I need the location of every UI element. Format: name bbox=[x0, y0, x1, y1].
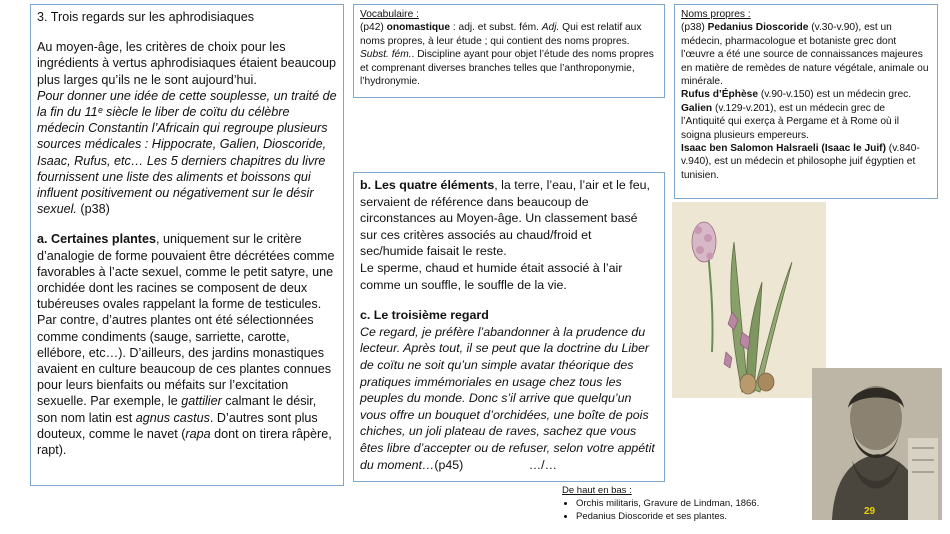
noms-entry-rufus bbox=[681, 88, 931, 101]
section-b-title: b. Les quatre éléments bbox=[360, 178, 495, 192]
vocab-term: onomastique bbox=[386, 22, 451, 34]
quote-ref: (p38) bbox=[80, 202, 110, 217]
portrait-engraving bbox=[812, 368, 942, 520]
rapa-term: rapa bbox=[185, 426, 211, 441]
noms-name: Galien bbox=[681, 102, 713, 114]
continuation-mark: …/… bbox=[528, 457, 557, 472]
elements-box bbox=[353, 172, 665, 482]
noms-name: Isaac ben Salomon Halsraeli (Isaac le Juif) bbox=[681, 143, 886, 155]
proper-names-box bbox=[674, 4, 938, 199]
vocab-ref: (p42) bbox=[360, 22, 387, 34]
vocab-subst: Subst. fém. bbox=[360, 49, 412, 61]
vocab-def-3: . Discipline ayant pour objet l’étude des noms propres et comprenant diverses branches telles que l’anthroponymie, l’hydronymie. bbox=[360, 49, 654, 88]
vocab-adj: Adj. bbox=[541, 22, 560, 34]
noms-text: (v.90-v.150) est un médecin grec. bbox=[757, 89, 912, 101]
intro-paragraph: Au moyen-âge, les critères de choix pour les ingrédients à vertus aphrodisiaques étaient beaucoup plus larges qu’ils ne le sont aujourd’hui. bbox=[37, 40, 336, 87]
page-number: 29 bbox=[864, 506, 876, 517]
dioscoride-portrait bbox=[812, 368, 942, 520]
vocab-title: Vocabulaire : bbox=[360, 9, 419, 20]
gattilier-term: gattilier bbox=[181, 394, 222, 409]
section-heading: 3. Trois regards sur les aphrodisiaques bbox=[37, 10, 255, 24]
noms-name: Rufus d’Éphèse bbox=[681, 89, 758, 101]
noms-text: (v.129-v.201), est un médecin grec de l’Antiquité qui exerça à Pergame et à Rome où il soigna plusieurs empereurs. bbox=[681, 102, 900, 141]
section-c-title: c. Le troisième regard bbox=[360, 308, 489, 323]
section-a-paragraph bbox=[37, 231, 337, 458]
vocab-definition bbox=[360, 21, 658, 88]
section-c-quote: Ce regard, je préfère l’abandonner à la prudence du lecteur. Après tout, il se peut que la doctrine du Liber de coïtu ne soit qu’un simple avatar théorique des pratiques immémoriales en usage chez tous les peuples du monde. Donc s’il arrive que quelqu’un vous offre un bouquet d’orchidées, une boîte de pois chiches, un joli plateau de raves, sachez que vous êtes libre d’accepter ou de refuser, selon votre appétit du moment… bbox=[360, 324, 655, 472]
credits-title: De haut en bas : bbox=[562, 485, 632, 496]
orchid-illustration bbox=[672, 202, 826, 398]
section-a-title: a. Certaines plantes bbox=[37, 232, 156, 247]
credit-item: • Orchis militaris, Gravure de Lindman, 1866. bbox=[576, 497, 759, 510]
section-3-box bbox=[30, 4, 344, 486]
section-c-ref: (p45) bbox=[434, 457, 464, 472]
agnus-term: agnus castus bbox=[135, 410, 210, 425]
section-b-text: , la terre, l’eau, l’air et le feu, servaient de référence dans beaucoup de circonstances au Moyen-âge. Un classement basé sur ces critères associés au chaud/froid et sec/humide faisait le reste. bbox=[360, 178, 650, 259]
noms-ref: (p38) bbox=[681, 22, 708, 34]
noms-text: (v.30-v.90), est un médecin, pharmacologue et botaniste grec dont l’œuvre a été une source de connaissances majeures en matière de remèdes de nature végétale, animale ou minérale. bbox=[681, 22, 929, 88]
noms-entry-isaac bbox=[681, 142, 931, 182]
credit-item: • Pedanius Dioscoride et ses plantes. bbox=[576, 510, 759, 523]
credits-list bbox=[562, 497, 759, 523]
noms-entry-dioscoride bbox=[681, 21, 931, 88]
vocab-def-1: : adj. et subst. fém. bbox=[450, 22, 542, 34]
noms-name: Pedanius Dioscoride bbox=[707, 22, 809, 34]
section-c-paragraph bbox=[360, 324, 658, 473]
image-credits bbox=[562, 484, 759, 523]
quote-text: Pour donner une idée de cette souplesse, un traité de la fin du 11ᵉ siècle le liber de coïtu du célèbre médecin Constantin l’Africain qui regroupe plusieurs sources médicales : Hippocrate, Galien, Dioscoride, Isaac, Rufus, etc… Les 5 derniers chapitres du livre fournissent une liste des aliments et boissons qui influent positivement ou négativement sur le désir sexuel. bbox=[37, 88, 337, 217]
section-a-text-1: , uniquement sur le critère d’analogie de forme pouvaient être décrétées comme favorables à l’acte sexuel, comme le petit satyre, une orchidée dont les racines se composent de deux tubéreuses ovales rappelant la forme de testicules. Par contre, d’autres plantes ont été sélectionnées comme condiments (sauge, sarriette, carotte, ellébore, etc…). D’ailleurs, des jardins monastiques avaient en culture beaucoup de ces plantes connues pour leurs bienfaits ou méfaits sur l’excitation sexuelle. Par exemple, le bbox=[37, 232, 335, 409]
section-b-paragraph-2: Le sperme, chaud et humide était associé à l’air comme un souffle, le souffle de la vie. bbox=[360, 260, 623, 292]
quote-paragraph bbox=[37, 88, 337, 218]
noms-title: Noms propres : bbox=[681, 9, 751, 20]
vocab-def-2: Qui est relatif aux noms propres, à leur étude ; qui contient des noms propres. bbox=[360, 22, 642, 47]
noms-entry-galien bbox=[681, 102, 931, 142]
vocabulary-box bbox=[353, 4, 665, 98]
section-a-text-2: calmant le désir, son nom latin est bbox=[37, 394, 317, 425]
section-a-text-4: dont on tirera râpère, rapt). bbox=[37, 426, 332, 458]
section-b-paragraph bbox=[360, 177, 658, 260]
section-a-text-3: . D’autres sont plus douteux, comme le navet ( bbox=[37, 410, 318, 441]
orchid-drawing bbox=[672, 202, 826, 398]
noms-text: (v.840-v.940), est un médecin et philosophe juif égyptien et tunisien. bbox=[681, 143, 920, 181]
